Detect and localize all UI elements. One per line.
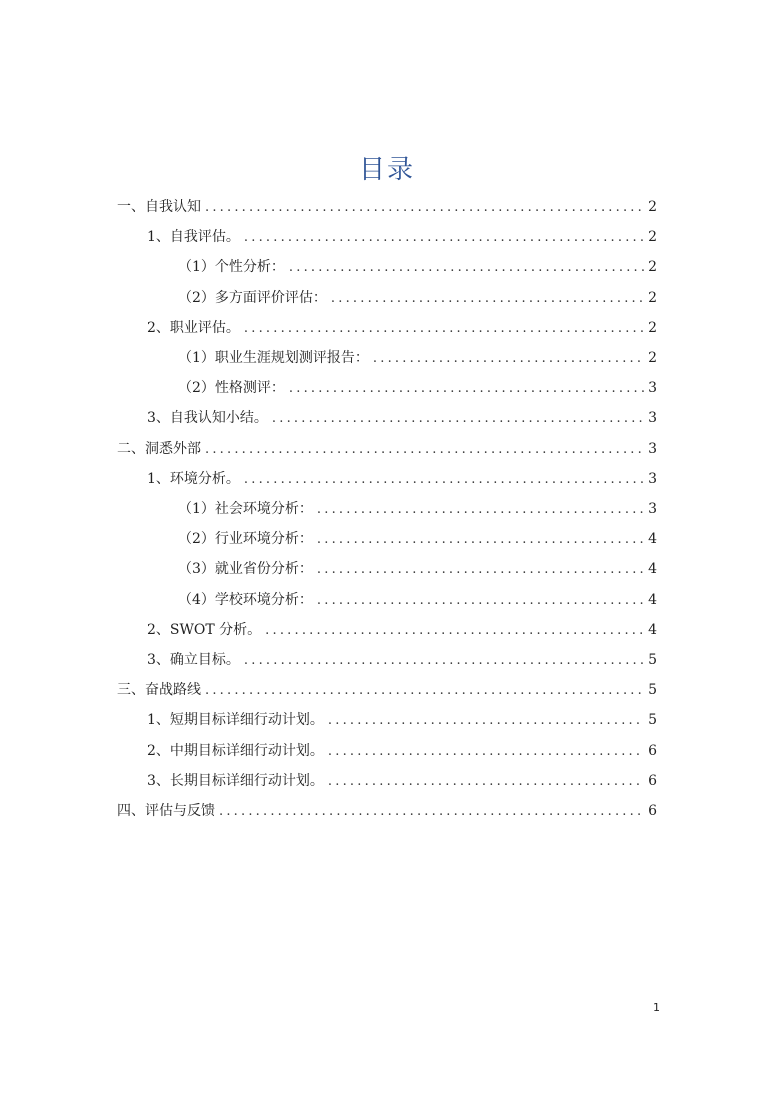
toc-title: 目录 (358, 155, 415, 185)
toc-entry-page: 3 (648, 410, 657, 427)
toc-entry-page: 5 (648, 682, 657, 699)
toc-dot-leader (205, 435, 644, 465)
toc-entry[interactable] (178, 252, 657, 282)
toc-entry-page: 2 (648, 289, 657, 306)
toc-entry-text: （1）社会环境分析： (178, 501, 313, 517)
toc-dot-leader (317, 586, 644, 616)
toc-entry[interactable] (178, 585, 657, 615)
toc-entry-page: 2 (648, 229, 657, 246)
toc-entry[interactable] (178, 283, 657, 313)
toc-entry[interactable] (178, 554, 657, 584)
toc-entry-text: （2）性格测评： (178, 380, 285, 397)
toc-dot-leader (331, 284, 644, 314)
toc-dot-leader (328, 706, 644, 736)
toc-entry-page: 2 (648, 350, 657, 366)
toc-entry[interactable] (147, 705, 657, 735)
toc-entry[interactable] (147, 645, 657, 675)
toc-entry[interactable] (117, 796, 657, 826)
toc-entry[interactable] (117, 675, 657, 705)
toc-entry-text: （1）职业生涯规划测评报告： (178, 350, 369, 366)
toc-entry-text: 1、环境分析。 (147, 470, 240, 487)
toc-entry-text: 2、中期目标详细行动计划。 (147, 742, 324, 759)
toc-dot-leader (244, 646, 644, 676)
toc-entry-text: （2）行业环境分析： (178, 531, 313, 548)
toc-entry[interactable] (147, 736, 657, 766)
toc-entry[interactable] (147, 313, 657, 343)
toc-entry[interactable] (147, 464, 657, 494)
toc-dot-leader (317, 495, 644, 525)
toc-entry-page: 4 (648, 531, 657, 548)
toc-entry[interactable] (147, 403, 657, 433)
toc-entry-page: 4 (648, 591, 657, 608)
toc-entry-page: 5 (648, 652, 657, 668)
toc-dot-leader (317, 555, 644, 585)
toc-dot-leader (205, 676, 644, 706)
toc-dot-leader (265, 616, 644, 646)
toc-entry-page: 3 (648, 380, 657, 397)
toc-entry-page: 6 (648, 803, 657, 819)
toc-entry[interactable] (117, 434, 657, 464)
toc-dot-leader (205, 193, 644, 223)
toc-dot-leader (317, 525, 644, 555)
toc-entry-page: 6 (648, 742, 657, 759)
toc-dot-leader (289, 253, 644, 283)
toc-dot-leader (272, 404, 644, 434)
toc-entry-page: 3 (648, 470, 657, 487)
toc-entry-page: 5 (648, 712, 657, 729)
toc-entry-text: 1、自我评估。 (147, 229, 240, 246)
toc-dot-leader (244, 223, 644, 253)
toc-entry-text: 3、长期目标详细行动计划。 (147, 772, 324, 789)
toc-entry-text: （1）个性分析： (178, 259, 285, 276)
toc-entry[interactable] (178, 343, 657, 373)
page-number: 1 (653, 1001, 660, 1014)
toc-dot-leader (219, 797, 644, 827)
toc-entry-page: 4 (648, 621, 657, 638)
toc-entry-page: 4 (648, 561, 657, 578)
toc-dot-leader (328, 737, 644, 767)
toc-entry-page: 3 (648, 440, 657, 457)
toc-dot-leader (244, 465, 644, 495)
toc-entry-page: 3 (648, 501, 657, 517)
toc-entry-text: （3）就业省份分析： (178, 561, 313, 578)
toc-entry-page: 2 (648, 319, 657, 336)
toc-entry[interactable] (147, 766, 657, 796)
toc-entry[interactable] (147, 615, 657, 645)
toc-entry[interactable] (178, 494, 657, 524)
toc-dot-leader (328, 767, 644, 797)
toc-entry-text: （2）多方面评价评估： (178, 289, 327, 306)
toc-entry-text: 3、自我认知小结。 (147, 410, 268, 427)
toc-entry-text: 1、短期目标详细行动计划。 (147, 712, 324, 729)
toc-entry-text: 一、自我认知 (117, 199, 201, 215)
toc-dot-leader (373, 344, 644, 374)
toc-entry-text: 三、奋战路线 (117, 682, 201, 699)
toc-entry-text: 四、评估与反馈 (117, 803, 215, 819)
toc-entry-text: 2、SWOT 分析。 (147, 621, 262, 638)
toc-entry-text: （4）学校环境分析： (178, 591, 313, 608)
toc-entry-page: 2 (648, 259, 657, 276)
toc-entry-page: 2 (648, 199, 657, 215)
toc-entry[interactable] (178, 524, 657, 554)
toc-entry-text: 3、确立目标。 (147, 652, 240, 668)
toc-dot-leader (289, 374, 644, 404)
toc-dot-leader (244, 314, 644, 344)
toc-entry-text: 2、职业评估。 (147, 319, 240, 336)
toc-entry[interactable] (147, 222, 657, 252)
toc-entry[interactable] (178, 373, 657, 403)
toc-entry-page: 6 (648, 772, 657, 789)
toc-entry[interactable] (117, 192, 657, 222)
toc-entry-text: 二、洞悉外部 (117, 440, 201, 457)
